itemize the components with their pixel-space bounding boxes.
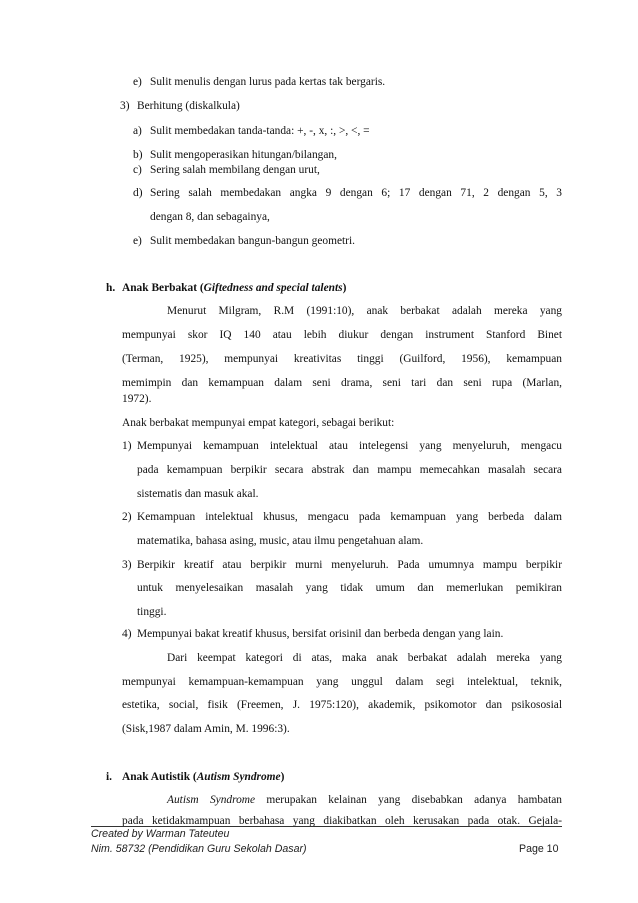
list-marker: b) [133, 149, 143, 161]
paragraph-line [167, 793, 562, 807]
list-marker: c) [133, 164, 142, 176]
list-item-text: dengan 8, dan sebagainya, [150, 211, 270, 223]
list-item-text: pada kemampuan berpikir secara abstrak dan mampu memecahkan masalah secara [137, 464, 562, 476]
list-marker: a) [133, 125, 142, 137]
heading-close: ) [280, 771, 285, 783]
list-item-text: Sering salah membedakan angka 9 dengan 6; 17 dengan 71, 2 dengan 5, 3 [150, 187, 562, 199]
footer-author: Created by Warman Tateuteu [91, 828, 230, 840]
list-item-text: matematika, bahasa asing, music, atau ilmu pengetahuan alam. [137, 535, 424, 547]
heading-italic-text: Giftedness and special talents [203, 282, 343, 294]
paragraph-line: 1972). [122, 393, 152, 405]
page-number: Page 10 [519, 843, 559, 855]
paragraph-line: (Terman, 1925), mempunyai kreativitas tinggi (Guilford, 1956), kemampuan [122, 353, 562, 365]
footer-divider [91, 826, 562, 827]
list-item-text: Kemampuan intelektual khusus, mengacu pada kemampuan yang berbeda dalam [137, 511, 562, 523]
list-marker: e) [133, 235, 142, 247]
heading-close: ) [342, 282, 347, 294]
list-marker: 2) [122, 511, 132, 523]
paragraph-text: merupakan kelainan yang disebabkan adanya hambatan [255, 794, 562, 806]
list-item-text: Mempunyai kemampuan intelektual atau intelegensi yang menyeluruh, mengacu [137, 440, 562, 452]
section-heading [122, 770, 284, 784]
list-item-text: sistematis dan masuk akal. [137, 488, 259, 500]
list-marker: d) [133, 187, 143, 199]
list-marker: 1) [122, 440, 132, 452]
list-item-text: Sulit menulis dengan lurus pada kertas tak bergaris. [150, 76, 386, 88]
list-marker: 4) [122, 628, 132, 640]
list-item-text: Berpikir kreatif atau berpikir murni menyeluruh. Pada umumnya mampu berpikir [137, 559, 562, 571]
paragraph-line: pada ketidakmampuan berbahasa yang diakibatkan oleh kerusakan pada otak. Gejala- [122, 815, 562, 827]
heading-text: Anak Autistik ( [122, 771, 197, 783]
paragraph-line: Anak berbakat mempunyai empat kategori, sebagai berikut: [122, 417, 395, 429]
footer-student-id: Nim. 58732 (Pendidikan Guru Sekolah Dasar) [91, 843, 307, 855]
heading-italic-text: Autism Syndrome [196, 771, 281, 783]
list-item-text: Sering salah membilang dengan urut, [150, 164, 320, 176]
list-marker: 3) [122, 559, 132, 571]
list-item-text: Sulit membedakan bangun-bangun geometri. [150, 235, 355, 247]
list-item-text: Sulit membedakan tanda-tanda: +, -, x, :, >, <, = [150, 125, 370, 137]
section-heading [122, 281, 346, 295]
section-marker: i. [106, 771, 113, 783]
section-marker: h. [106, 282, 116, 294]
paragraph-line: Menurut Milgram, R.M (1991:10), anak berbakat adalah mereka yang [167, 305, 562, 317]
paragraph-line: (Sisk,1987 dalam Amin, M. 1996:3). [122, 723, 290, 735]
list-marker: e) [133, 76, 142, 88]
paragraph-line: memimpin dan kemampuan dalam seni drama, seni tari dan seni rupa (Marlan, [122, 377, 562, 389]
list-item-text: Sulit mengoperasikan hitungan/bilangan, [150, 149, 337, 161]
paragraph-line: mempunyai kemampuan-kemampuan yang unggul dalam segi intelektual, teknik, [122, 676, 562, 688]
list-item-text: tinggi. [137, 606, 167, 618]
italic-term: Autism Syndrome [167, 794, 256, 806]
list-marker: 3) [120, 100, 130, 112]
paragraph-line: Dari keempat kategori di atas, maka anak berbakat adalah mereka yang [167, 652, 562, 664]
list-item-text: Mempunyai bakat kreatif khusus, bersifat orisinil dan berbeda dengan yang lain. [137, 628, 504, 640]
paragraph-line: estetika, social, fisik (Freemen, J. 1975:120), akademik, psikomotor dan psikososial [122, 699, 562, 711]
subsection-title: Berhitung (diskalkula) [137, 100, 240, 112]
paragraph-line: mempunyai skor IQ 140 atau lebih diukur dengan instrument Stanford Binet [122, 329, 562, 341]
heading-text: Anak Berbakat ( [122, 282, 204, 294]
list-item-text: untuk menyelesaikan masalah yang tidak umum dan memerlukan pemikiran [137, 582, 562, 594]
